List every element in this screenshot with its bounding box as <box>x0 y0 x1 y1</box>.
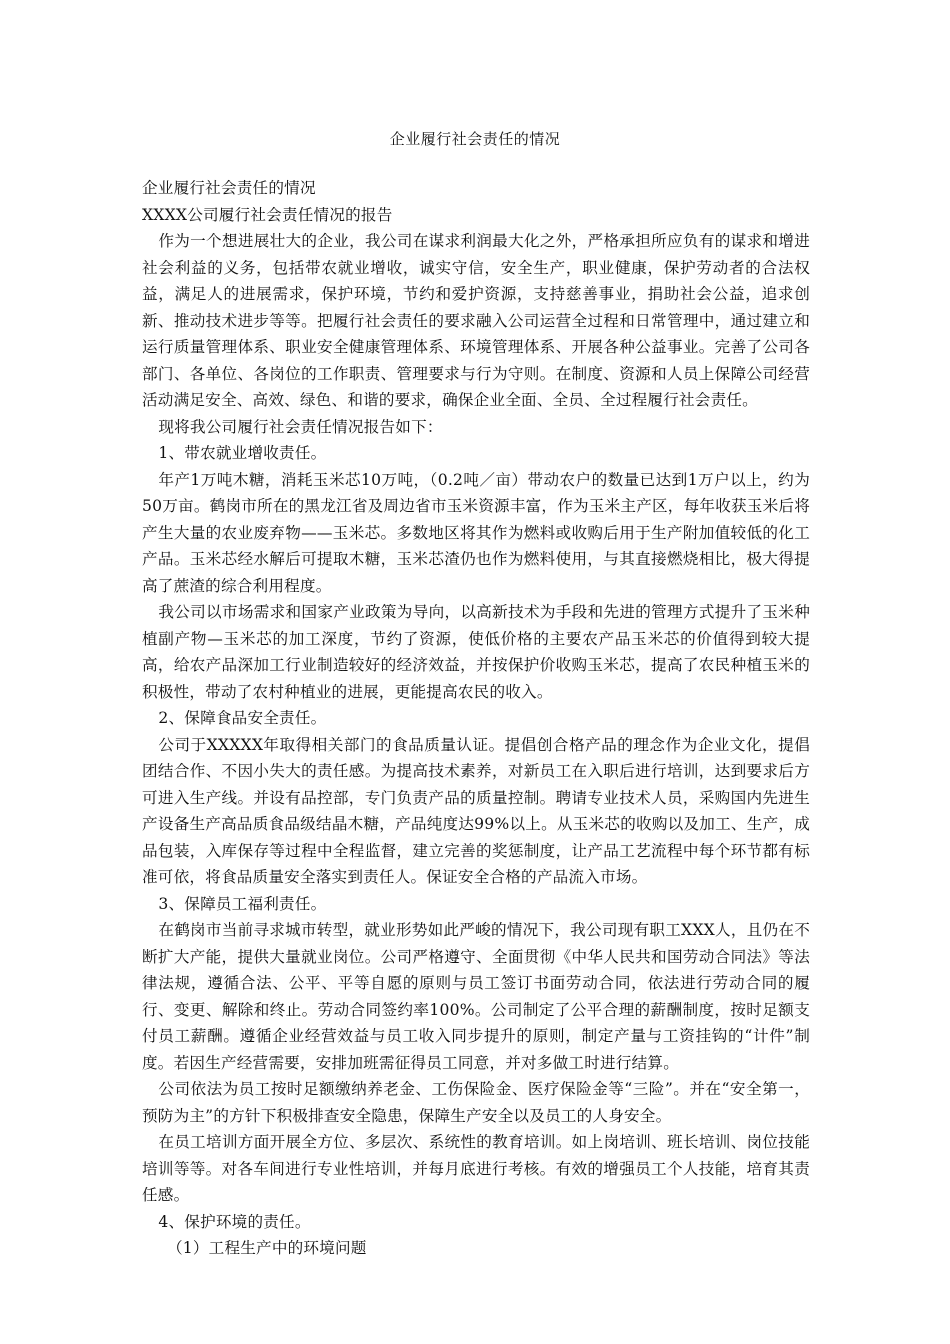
body-paragraph: 企业履行社会责任的情况 <box>142 179 316 197</box>
section-heading: 2、保障食品安全责任。 <box>158 709 327 727</box>
section-heading: 3、保障员工福利责任。 <box>158 894 327 913</box>
subsection-heading: （1）工程生产中的环境问题 <box>166 1239 367 1257</box>
section-heading: 1、带农就业增收责任。 <box>158 444 327 462</box>
body-paragraph: XXXX公司履行社会责任情况的报告 <box>142 205 393 224</box>
body-paragraph: 公司于XXXXX年取得相关部门的食品质量认证。提倡创合格产品的理念作为企业文化，提倡团结合作、不因小失大的责任感。为提高技术素养，对新员工在入职后进行培训，达到要求后方可进入生产线。并设有品控部，专门负责产品的质量控制。聘请专业技术人员，采购国内先进生产设备生产高品质食品级结晶木糖，产品纯度达99%以上。从玉米芯的收购以及加工、生产，成品包装，入库保存等过程中全程监督，建立完善的奖惩制度，让产品工艺流程中每个环节都有标准可依，将食品质量安全落实到责任人。保证安全合格的产品流入市场。 <box>142 735 810 886</box>
body-paragraph: 作为一个想进展壮大的企业，我公司在谋求利润最大化之外，严格承担所应负有的谋求和增进社会利益的义务，包括带农就业增收，诚实守信，安全生产，职业健康，保护劳动者的合法权益，满足人的进展需求，保护环境，节约和爱护资源，支持慈善事业，捐助社会公益，追求创新、推动技术进步等等。把履行社会责任的要求融入公司运营全过程和日常管理中，通过建立和运行质量管理体系、职业安全健康管理体系、环境管理体系、开展各种公益事业。完善了公司各部门、各单位、各岗位的工作职责、管理要求与行为守则。在制度、资源和人员上保障公司经营活动满足安全、高效、绿色、和谐的要求，确保企业全面、全员、全过程履行社会责任。 <box>142 232 810 409</box>
section-heading: 4、保护环境的责任。 <box>158 1212 311 1231</box>
document-body <box>142 175 810 1262</box>
body-paragraph: 我公司以市场需求和国家产业政策为导向，以高新技术为手段和先进的管理方式提升了玉米种植副产物—玉米芯的加工深度，节约了资源，使低价格的主要农产品玉米芯的价值得到较大提高，给农产品深加工行业制造较好的经济效益，并按保护价收购玉米芯，提高了农民种植玉米的积极性，带动了农村种植业的进展，更能提高农民的收入。 <box>142 603 810 701</box>
body-paragraph: 在员工培训方面开展全方位、多层次、系统性的教育培训。如上岗培训、班长培训、岗位技能培训等等。对各车间进行专业性培训，并每月底进行考核。有效的增强员工个人技能，培育其责任感。 <box>142 1133 810 1204</box>
body-paragraph: 现将我公司履行社会责任情况报告如下： <box>158 417 443 436</box>
body-paragraph: 年产1万吨木糖，消耗玉米芯10万吨，（0.2吨／亩）带动农户的数量已达到1万户以上，约为50万亩。鹤岗市所在的黑龙江省及周边省市玉米资源丰富，作为玉米主产区，每年收获玉米后将产生大量的农业废弃物——玉米芯。多数地区将其作为燃料或收购后用于生产附加值较低的化工产品。玉米芯经水解后可提取木糖，玉米芯渣仍也作为燃料使用，与其直接燃烧相比，极大得提高了蔗渣的综合利用程度。 <box>142 470 810 595</box>
document-title: 企业履行社会责任的情况 <box>389 130 561 148</box>
body-paragraph: 公司依法为员工按时足额缴纳养老金、工伤保险金、医疗保险金等“三险”。并在“安全第一，预防为主”的方针下积极排查安全隐患，保障生产安全以及员工的人身安全。 <box>142 1080 810 1125</box>
body-paragraph: 在鹤岗市当前寻求城市转型，就业形势如此严峻的情况下，我公司现有职工XXX人，且仍在不断扩大产能，提供大量就业岗位。公司严格遵守、全面贯彻《中华人民共和国劳动合同法》等法律法规，遵循合法、公平、平等自愿的原则与员工签订书面劳动合同，依法进行劳动合同的履行、变更、解除和终止。劳动合同签约率100%。公司制定了公平合理的薪酬制度，按时足额支付员工薪酬。遵循企业经营效益与员工收入同步提升的原则，制定产量与工资挂钩的“计件”制度。若因生产经营需要，安排加班需征得员工同意，并对多做工时进行结算。 <box>142 921 810 1072</box>
